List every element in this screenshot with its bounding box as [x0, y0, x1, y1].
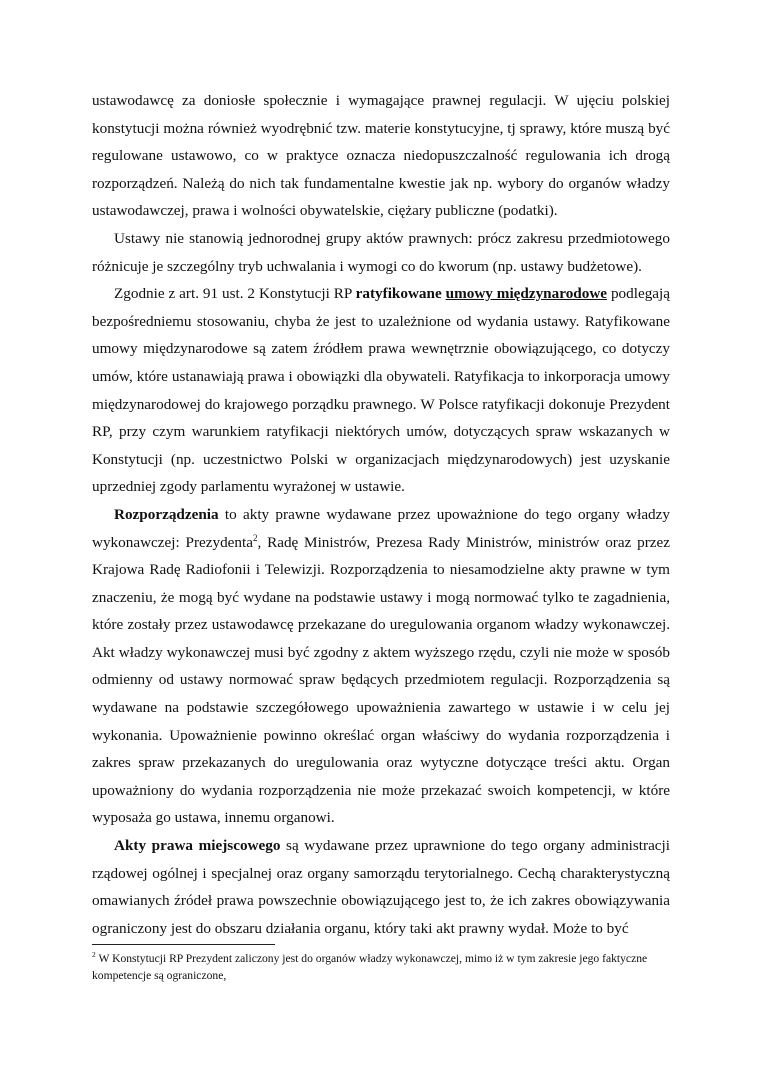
term-underlined: umowy międzynarodowe: [445, 285, 608, 303]
paragraph-text-lead: to akty prawne wydawane przez upoważnione do tego organy władzy wykonawczej: Prezydenta: [92, 505, 670, 551]
paragraph-statutes-types: [92, 225, 670, 280]
footnote-separator: [92, 944, 275, 945]
term-ratified: ratyfikowane: [355, 285, 446, 303]
document-body: [92, 87, 670, 942]
paragraph-local-law: [92, 832, 670, 942]
paragraph-text-lead: Zgodnie z art. 91 ust. 2 Konstytucji RP: [114, 285, 356, 303]
paragraph-international-agreements: [92, 280, 670, 501]
paragraph-text-rest: są wydawane przez uprawnione do tego organy administracji rządowej ogólnej i specjalnej oraz organy samorządu terytorialnego. Cechą charakterystyczną omawianych źródeł prawa powszechnie obowiązującego jest to, że ich zakres obowiązywania ograniczony jest do obszaru działania organu, który taki akt prawny wydał. Może to być: [92, 837, 670, 937]
footnote: [92, 950, 652, 984]
paragraph-text: Ustawy nie stanowią jednorodnej grupy aktów prawnych: prócz zakresu przedmiotowego różnicuje je szczególny tryb uchwalania i wymogi co do kworum (np. ustawy budżetowe).: [92, 229, 670, 275]
paragraph-text: ustawodawcę za doniosłe społecznie i wymagające prawnej regulacji. W ujęciu polskiej konstytucji można również wyodrębnić tzw. materie konstytucyjne, tj sprawy, które muszą być regulowane ustawowo, co w praktyce oznacza niedopuszczalność regulowania ich drogą rozporządzeń. Należą do nich tak fundamentalne kwestie jak np. wybory do organów władzy ustawodawczej, prawa i wolności obywatelskie, ciężary publiczne (podatki).: [92, 92, 670, 220]
paragraph-text-rest: , Radę Ministrów, Prezesa Rady Ministrów, ministrów oraz przez Krajowa Radę Radiofonii i Telewizji. Rozporządzenia to niesamodzielne akty prawne w tym znaczeniu, że mogą być wydane na podstawie ustawy i mogą normować tylko te zagadnienia, które zostały przez ustawodawcę przekazane do uregulowania organom władzy wykonawczej. Akt władzy wykonawczej musi być zgodny z aktem wyższego rzędu, czyli nie może w sposób odmienny od ustawy normować spraw będących przedmiotem regulacji. Rozporządzenia są wydawane na podstawie szczegółowego upoważnienia zawartego w ustawie i w celu jej wykonania. Upoważnienie powinno określać organ właściwy do wydania rozporządzenia i zakres spraw przekazanych do uregulowania oraz wytyczne dotyczące treści aktu. Organ upoważniony do wydania rozporządzenia nie może przekazać swoich kompetencji, w które wyposaża go ustawa, innemu organowi.: [92, 533, 671, 827]
paragraph-constitutional-matters: [92, 87, 670, 225]
term-local-law-acts: Akty prawa miejscowego: [114, 837, 281, 855]
footnote-reference[interactable]: 2: [252, 532, 258, 543]
paragraph-text-rest: podlegają bezpośredniemu stosowaniu, chyba że jest to uzależnione od wydania ustawy. Ratyfikowane umowy międzynarodowe są zatem źródłem prawa wewnętrznie obowiązującego, co dotyczy umów, które ustanawiają prawa i obowiązki dla obywateli. Ratyfikacja to inkorporacja umowy międzynarodowej do krajowego porządku prawnego. W Polsce ratyfikacji dokonuje Prezydent RP, przy czym warunkiem ratyfikacji niektórych umów, dotyczących spraw wskazanych w Konstytucji (np. uczestnictwo Polski w organizacjach międzynarodowych) jest uzyskanie uprzedniej zgody parlamentu wyrażonej w ustawie.: [92, 285, 670, 496]
term-international-agreements: [446, 285, 607, 302]
footnote-marker: 2: [92, 950, 96, 960]
footnote-text: W Konstytucji RP Prezydent zaliczony jest do organów władzy wykonawczej, mimo iż w tym zakresie jego faktyczne kompetencje są ograniczone,: [92, 952, 648, 982]
term-regulations: Rozporządzenia: [114, 505, 219, 523]
paragraph-regulations: [92, 501, 670, 832]
